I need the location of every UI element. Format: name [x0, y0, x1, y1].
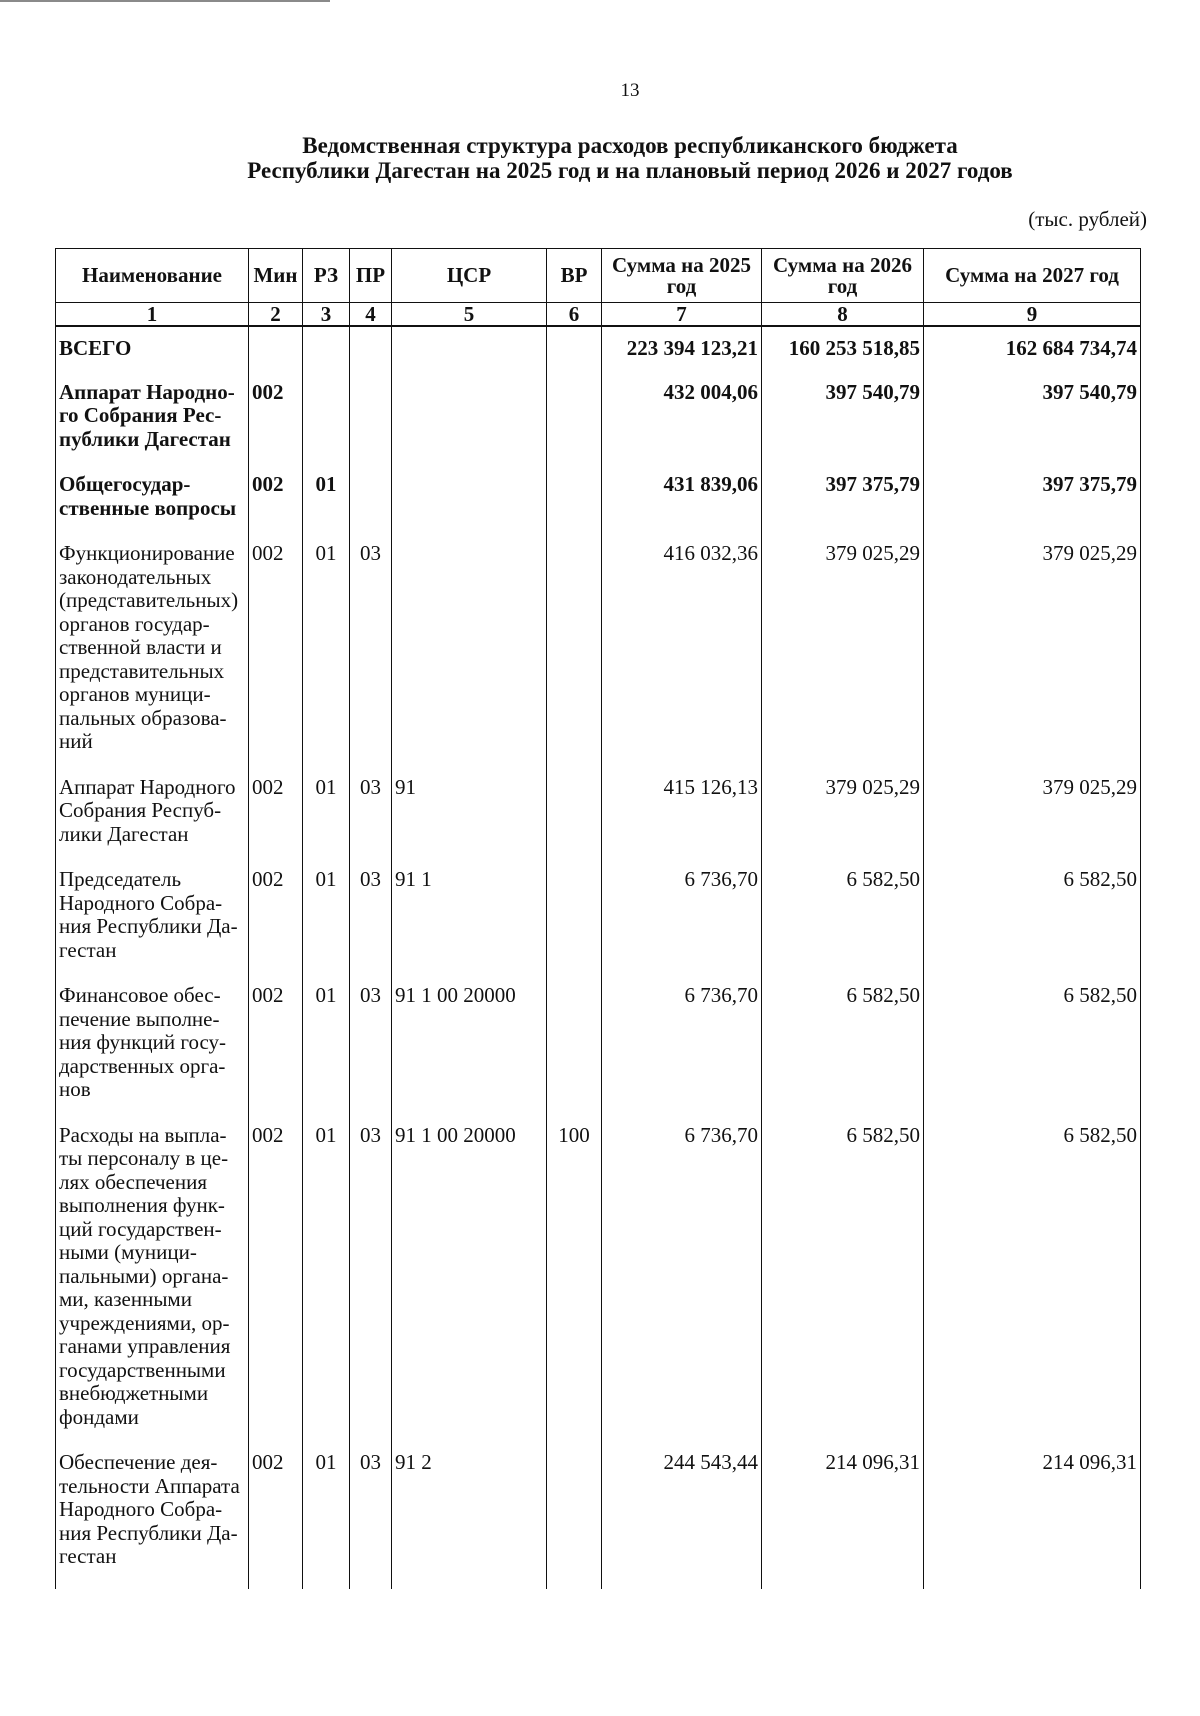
column-number-row — [56, 303, 1141, 327]
cell-pr: 03 — [350, 978, 392, 1118]
cell-pr: 03 — [350, 770, 392, 863]
cell-pr — [350, 467, 392, 536]
cell-csr — [392, 467, 547, 536]
header-row — [56, 249, 1141, 303]
cell-sum-2025: 6 736,70 — [602, 1118, 762, 1446]
cell-rz: 01 — [303, 1445, 350, 1589]
cell-rz: 01 — [303, 536, 350, 770]
cell-min: 002 — [249, 770, 303, 863]
cell-rz: 01 — [303, 1118, 350, 1446]
cell-rz: 01 — [303, 862, 350, 978]
cell-sum-2025: 431 839,06 — [602, 467, 762, 536]
title-line-2: Республики Дагестан на 2025 год и на плановый период 2026 и 2027 годов — [247, 158, 1013, 183]
cell-name: Председатель Народного Собра-ния Республики Да-гестан — [56, 862, 249, 978]
cell-sum-2027: 6 582,50 — [924, 1118, 1141, 1446]
cell-min: 002 — [249, 978, 303, 1118]
table-row — [56, 770, 1141, 863]
column-number: 5 — [392, 303, 547, 327]
cell-sum-2027: 6 582,50 — [924, 978, 1141, 1118]
cell-sum-2027: 397 540,79 — [924, 375, 1141, 468]
cell-sum-2025: 416 032,36 — [602, 536, 762, 770]
cell-pr: 03 — [350, 1445, 392, 1589]
cell-sum-2027: 397 375,79 — [924, 467, 1141, 536]
header-min: Мин — [249, 249, 303, 303]
cell-csr — [392, 375, 547, 468]
cell-min: 002 — [249, 1445, 303, 1589]
cell-name: Функционирование законодательных (представительных) органов государ-ственной власти и представительных органов муници-пальных образова-ний — [56, 536, 249, 770]
cell-vr — [547, 467, 602, 536]
cell-min: 002 — [249, 467, 303, 536]
cell-sum-2026: 6 582,50 — [762, 978, 924, 1118]
header-sum-2026: Сумма на 2026 год — [762, 249, 924, 303]
cell-sum-2025: 244 543,44 — [602, 1445, 762, 1589]
cell-csr: 91 2 — [392, 1445, 547, 1589]
cell-min — [249, 326, 303, 375]
cell-pr — [350, 326, 392, 375]
column-number: 4 — [350, 303, 392, 327]
cell-rz: 01 — [303, 467, 350, 536]
column-number: 2 — [249, 303, 303, 327]
cell-vr — [547, 1445, 602, 1589]
table-row — [56, 536, 1141, 770]
cell-csr: 91 1 — [392, 862, 547, 978]
cell-rz — [303, 375, 350, 468]
cell-sum-2027: 379 025,29 — [924, 536, 1141, 770]
cell-sum-2026: 379 025,29 — [762, 770, 924, 863]
cell-vr: 100 — [547, 1118, 602, 1446]
cell-sum-2026: 397 375,79 — [762, 467, 924, 536]
cell-sum-2027: 379 025,29 — [924, 770, 1141, 863]
header-sum-2027: Сумма на 2027 год — [924, 249, 1141, 303]
cell-sum-2027: 6 582,50 — [924, 862, 1141, 978]
cell-sum-2025: 415 126,13 — [602, 770, 762, 863]
cell-sum-2026: 397 540,79 — [762, 375, 924, 468]
cell-pr: 03 — [350, 862, 392, 978]
cell-name: Расходы на выпла-ты персоналу в це-лях обеспечения выполнения функ-ций государствен-ными (муници-пальными) органа-ми, казенными учреждениями, ор-ганами управления государственными внебюджетными фондами — [56, 1118, 249, 1446]
cell-name: Общегосудар-ственные вопросы — [56, 467, 249, 536]
table-row — [56, 1118, 1141, 1446]
table-row — [56, 978, 1141, 1118]
table-row — [56, 1445, 1141, 1589]
cell-min: 002 — [249, 536, 303, 770]
cell-pr: 03 — [350, 1118, 392, 1446]
cell-min: 002 — [249, 1118, 303, 1446]
column-number: 1 — [56, 303, 249, 327]
cell-sum-2026: 160 253 518,85 — [762, 326, 924, 375]
cell-sum-2027: 214 096,31 — [924, 1445, 1141, 1589]
cell-sum-2027: 162 684 734,74 — [924, 326, 1141, 375]
column-number: 3 — [303, 303, 350, 327]
cell-sum-2025: 6 736,70 — [602, 862, 762, 978]
table-row — [56, 375, 1141, 468]
budget-table — [55, 248, 1141, 1589]
units-label: (тыс. рублей) — [1028, 207, 1147, 231]
cell-vr — [547, 326, 602, 375]
column-number: 7 — [602, 303, 762, 327]
cell-vr — [547, 375, 602, 468]
cell-vr — [547, 536, 602, 770]
cell-sum-2025: 223 394 123,21 — [602, 326, 762, 375]
header-vr: ВР — [547, 249, 602, 303]
cell-name: Обеспечение дея-тельности Аппарата Народного Собра-ния Республики Да-гестан — [56, 1445, 249, 1589]
table-row-total — [56, 326, 1141, 375]
header-csr: ЦСР — [392, 249, 547, 303]
scan-edge-line — [0, 0, 330, 2]
cell-rz: 01 — [303, 770, 350, 863]
column-number: 8 — [762, 303, 924, 327]
header-name: Наименование — [56, 249, 249, 303]
cell-sum-2025: 6 736,70 — [602, 978, 762, 1118]
cell-min: 002 — [249, 862, 303, 978]
document-title — [0, 133, 1200, 183]
cell-min: 002 — [249, 375, 303, 468]
cell-csr: 91 1 00 20000 — [392, 978, 547, 1118]
cell-rz: 01 — [303, 978, 350, 1118]
cell-name: ВСЕГО — [56, 326, 249, 375]
cell-vr — [547, 770, 602, 863]
cell-pr: 03 — [350, 536, 392, 770]
cell-csr: 91 — [392, 770, 547, 863]
cell-name: Аппарат Народного Собрания Респуб-лики Дагестан — [56, 770, 249, 863]
column-number: 6 — [547, 303, 602, 327]
cell-name: Финансовое обес-печение выполне-ния функций госу-дарственных орга-нов — [56, 978, 249, 1118]
cell-csr: 91 1 00 20000 — [392, 1118, 547, 1446]
cell-sum-2026: 214 096,31 — [762, 1445, 924, 1589]
cell-sum-2026: 6 582,50 — [762, 1118, 924, 1446]
header-sum-2025: Сумма на 2025 год — [602, 249, 762, 303]
cell-sum-2026: 379 025,29 — [762, 536, 924, 770]
cell-rz — [303, 326, 350, 375]
header-pr: ПР — [350, 249, 392, 303]
cell-vr — [547, 862, 602, 978]
cell-pr — [350, 375, 392, 468]
cell-csr — [392, 536, 547, 770]
cell-csr — [392, 326, 547, 375]
cell-name: Аппарат Народно-го Собрания Рес-публики Дагестан — [56, 375, 249, 468]
header-rz: РЗ — [303, 249, 350, 303]
column-number: 9 — [924, 303, 1141, 327]
title-line-1: Ведомственная структура расходов республиканского бюджета — [302, 133, 958, 158]
page-number: 13 — [620, 80, 640, 101]
cell-sum-2025: 432 004,06 — [602, 375, 762, 468]
table-row — [56, 467, 1141, 536]
cell-vr — [547, 978, 602, 1118]
table-row — [56, 862, 1141, 978]
cell-sum-2026: 6 582,50 — [762, 862, 924, 978]
